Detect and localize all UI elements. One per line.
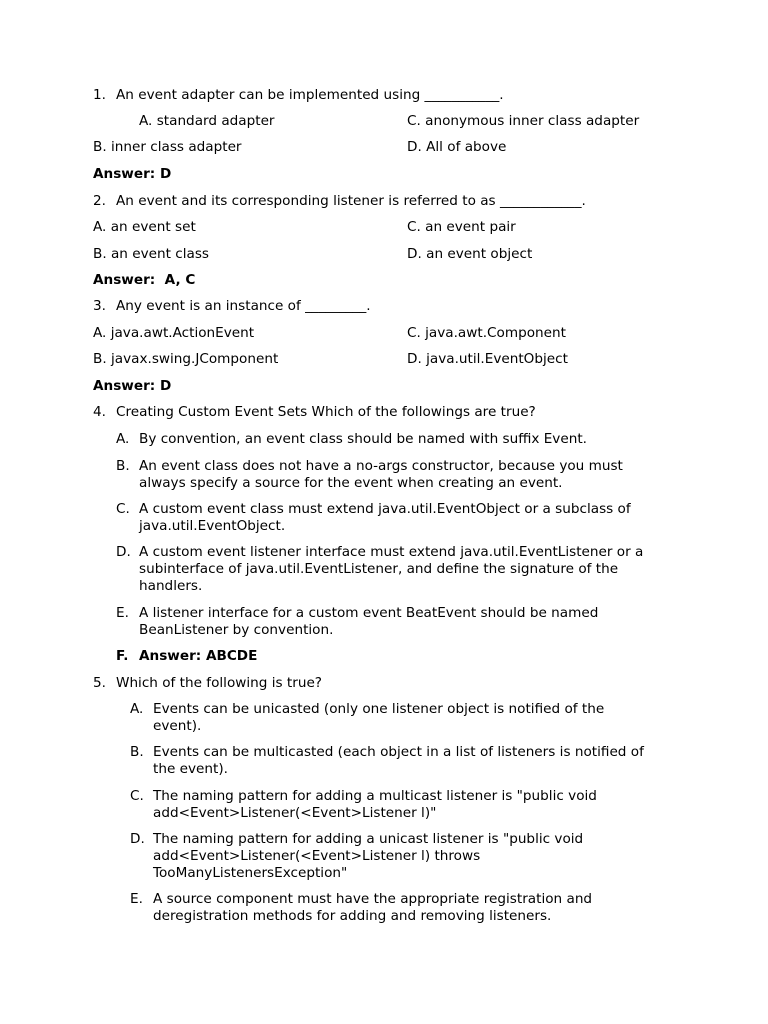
option-d: D. an event object	[407, 246, 533, 262]
question-number: 5.	[93, 675, 106, 691]
option-text-line: add<Event>Listener(<Event>Listener l)"	[153, 805, 437, 821]
answer-line: Answer: A, C	[93, 272, 196, 288]
option-text-line: java.util.EventObject.	[139, 518, 286, 534]
option-text-line: A custom event listener interface must extend java.util.EventListener or a	[139, 544, 644, 560]
option-text-line: event).	[153, 718, 202, 734]
option-text-line: An event class does not have a no-args constructor, because you must	[139, 458, 623, 474]
option-letter: B.	[130, 744, 144, 760]
option-text-line: A listener interface for a custom event BeatEvent should be named	[139, 605, 599, 621]
question-text: An event and its corresponding listener is referred to as ____________.	[116, 193, 586, 209]
option-text-line: A source component must have the appropriate registration and	[153, 891, 593, 907]
answer-letter: F.	[116, 648, 129, 664]
option-letter: C.	[130, 788, 144, 804]
option-d: D. java.util.EventObject	[407, 351, 568, 367]
option-text-line: add<Event>Listener(<Event>Listener l) throws	[153, 848, 481, 864]
option-text-line: TooManyListenersException"	[153, 865, 348, 881]
option-text-line: always specify a source for the event when creating an event.	[139, 475, 563, 491]
option-text-line: A custom event class must extend java.util.EventObject or a subclass of	[139, 501, 631, 517]
option-text-line: the event).	[153, 761, 228, 777]
option-text-line: The naming pattern for adding a unicast listener is "public void	[153, 831, 584, 847]
option-text-line: By convention, an event class should be named with suffix Event.	[139, 431, 587, 447]
question-number: 1.	[93, 87, 106, 103]
question-text: An event adapter can be implemented using ___________.	[116, 87, 504, 103]
option-b: B. inner class adapter	[93, 139, 242, 155]
option-letter: E.	[116, 605, 129, 621]
option-text-line: deregistration methods for adding and removing listeners.	[153, 908, 552, 924]
question-text: Any event is an instance of _________.	[116, 298, 371, 314]
question-text: Which of the following is true?	[116, 675, 323, 691]
option-letter: D.	[130, 831, 145, 847]
option-text-line: The naming pattern for adding a multicast listener is "public void	[153, 788, 597, 804]
option-letter: E.	[130, 891, 143, 907]
option-letter: A.	[130, 701, 144, 717]
option-text-line: BeanListener by convention.	[139, 622, 334, 638]
question-number: 2.	[93, 193, 106, 209]
option-c: C. an event pair	[407, 219, 516, 235]
option-c: C. anonymous inner class adapter	[407, 113, 640, 129]
option-a: A. an event set	[93, 219, 196, 235]
option-text-line: Events can be multicasted (each object in a list of listeners is notified of	[153, 744, 644, 760]
option-c: C. java.awt.Component	[407, 325, 566, 341]
question-text: Creating Custom Event Sets Which of the followings are true?	[116, 404, 536, 420]
option-a: A. java.awt.ActionEvent	[93, 325, 255, 341]
option-letter: D.	[116, 544, 131, 560]
option-text-line: Events can be unicasted (only one listener object is notified of the	[153, 701, 605, 717]
option-letter: C.	[116, 501, 130, 517]
option-a: A. standard adapter	[139, 113, 275, 129]
option-b: B. an event class	[93, 246, 210, 262]
option-text-line: subinterface of java.util.EventListener, and define the signature of the	[139, 561, 619, 577]
option-text-line: handlers.	[139, 578, 203, 594]
option-b: B. javax.swing.JComponent	[93, 351, 279, 367]
answer-line: Answer: ABCDE	[139, 648, 258, 664]
answer-line: Answer: D	[93, 166, 172, 182]
option-letter: A.	[116, 431, 130, 447]
answer-line: Answer: D	[93, 378, 172, 394]
option-letter: B.	[116, 458, 130, 474]
question-number: 3.	[93, 298, 106, 314]
question-number: 4.	[93, 404, 106, 420]
option-d: D. All of above	[407, 139, 507, 155]
